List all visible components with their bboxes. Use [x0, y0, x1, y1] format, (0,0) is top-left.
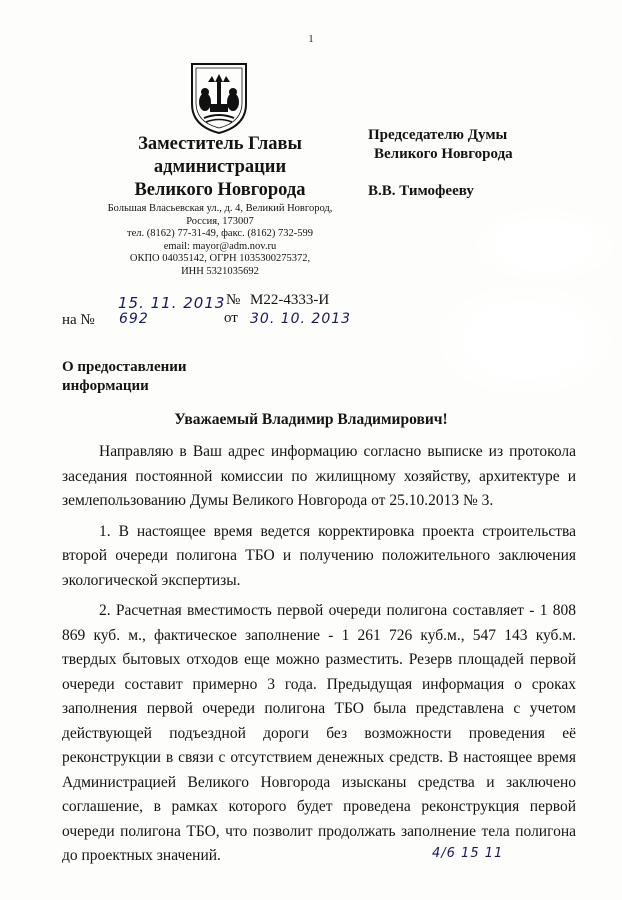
- registration-number: М22-4333-И: [250, 292, 330, 308]
- sender-title: [90, 133, 350, 202]
- paragraph: 1. В настоящее время ведется корректировка проекта строительства второй очереди полигона ТБО и получению положительного заключения экологической экспертизы.: [62, 522, 576, 589]
- coat-of-arms-icon: [188, 60, 250, 136]
- addressee-name: В.В. Тимофееву: [368, 183, 474, 199]
- contact-line: Большая Власьевская ул., д. 4, Великий Новгород,: [107, 203, 333, 214]
- reply-number-label: на №: [62, 312, 95, 328]
- addressee: [368, 126, 513, 201]
- subject-line: О предоставлении: [62, 359, 187, 375]
- faint-stamp-mark: [400, 868, 570, 890]
- redaction-blot: [430, 280, 620, 400]
- contact-line: Россия, 173007: [186, 215, 254, 227]
- reply-number: 692: [119, 311, 149, 327]
- addressee-line: Председателю Думы: [368, 127, 508, 143]
- paragraph: Направляю в Ваш адрес информацию согласно выписке из протокола заседания постоянной комиссии по жилищному хозяйству, архитектуре и землепользованию Думы Великого Новгорода от 25.10.2013 № 3.: [62, 443, 576, 509]
- registration-date: 15. 11. 2013: [118, 294, 226, 312]
- salutation: Уважаемый Владимир Владимирович!: [174, 411, 448, 428]
- sender-title-line: Великого Новгорода: [134, 180, 306, 200]
- contact-line: ОКПО 04035142, ОГРН 1035300275372,: [129, 253, 311, 265]
- letter-body: [62, 440, 576, 875]
- sender-title-line: администрации: [153, 157, 287, 177]
- redaction-blot: [470, 205, 620, 285]
- reply-date-label: от: [224, 310, 238, 326]
- contact-line: тел. (8162) 77-31-49, факс. (8162) 732-599: [127, 228, 313, 240]
- handwritten-note: 4/6 15 11: [432, 846, 504, 861]
- sender-contacts: [90, 203, 350, 279]
- registration-number-label: №: [226, 292, 241, 308]
- subject-line: информации: [62, 378, 149, 394]
- reply-date: 30. 10. 2013: [250, 311, 352, 327]
- contact-line: ИНН 5321035692: [181, 265, 259, 277]
- subject: [62, 358, 187, 396]
- addressee-line: Великого Новгорода: [374, 146, 513, 162]
- page-number: 1: [308, 34, 314, 45]
- sender-title-line: Заместитель Главы: [138, 134, 302, 154]
- paragraph: 2. Расчетная вместимость первой очереди полигона составляет - 1 808 869 куб. м., фактическое заполнение - 1 261 726 куб.м., 547 143 куб.м. твердых бытовых отходов еще можно разместить. Резерв площадей первой очереди составит примерно 3 года. Предыдущая информация о сроках заполнения первой очереди полигона ТБО была представлена с учетом действующей подъездной дороги без возможности проведения её реконструкции в связи с отсутствием денежных средств. В настоящее время Администрацией Великого Новгорода изысканы средства и заключено соглашение, в рамках которого будет проведена реконструкция первой очереди полигона ТБО, что позволит продолжать заполнение тела полигона до проектных значений.: [62, 602, 576, 864]
- contact-email: email: mayor@adm.nov.ru: [163, 240, 277, 252]
